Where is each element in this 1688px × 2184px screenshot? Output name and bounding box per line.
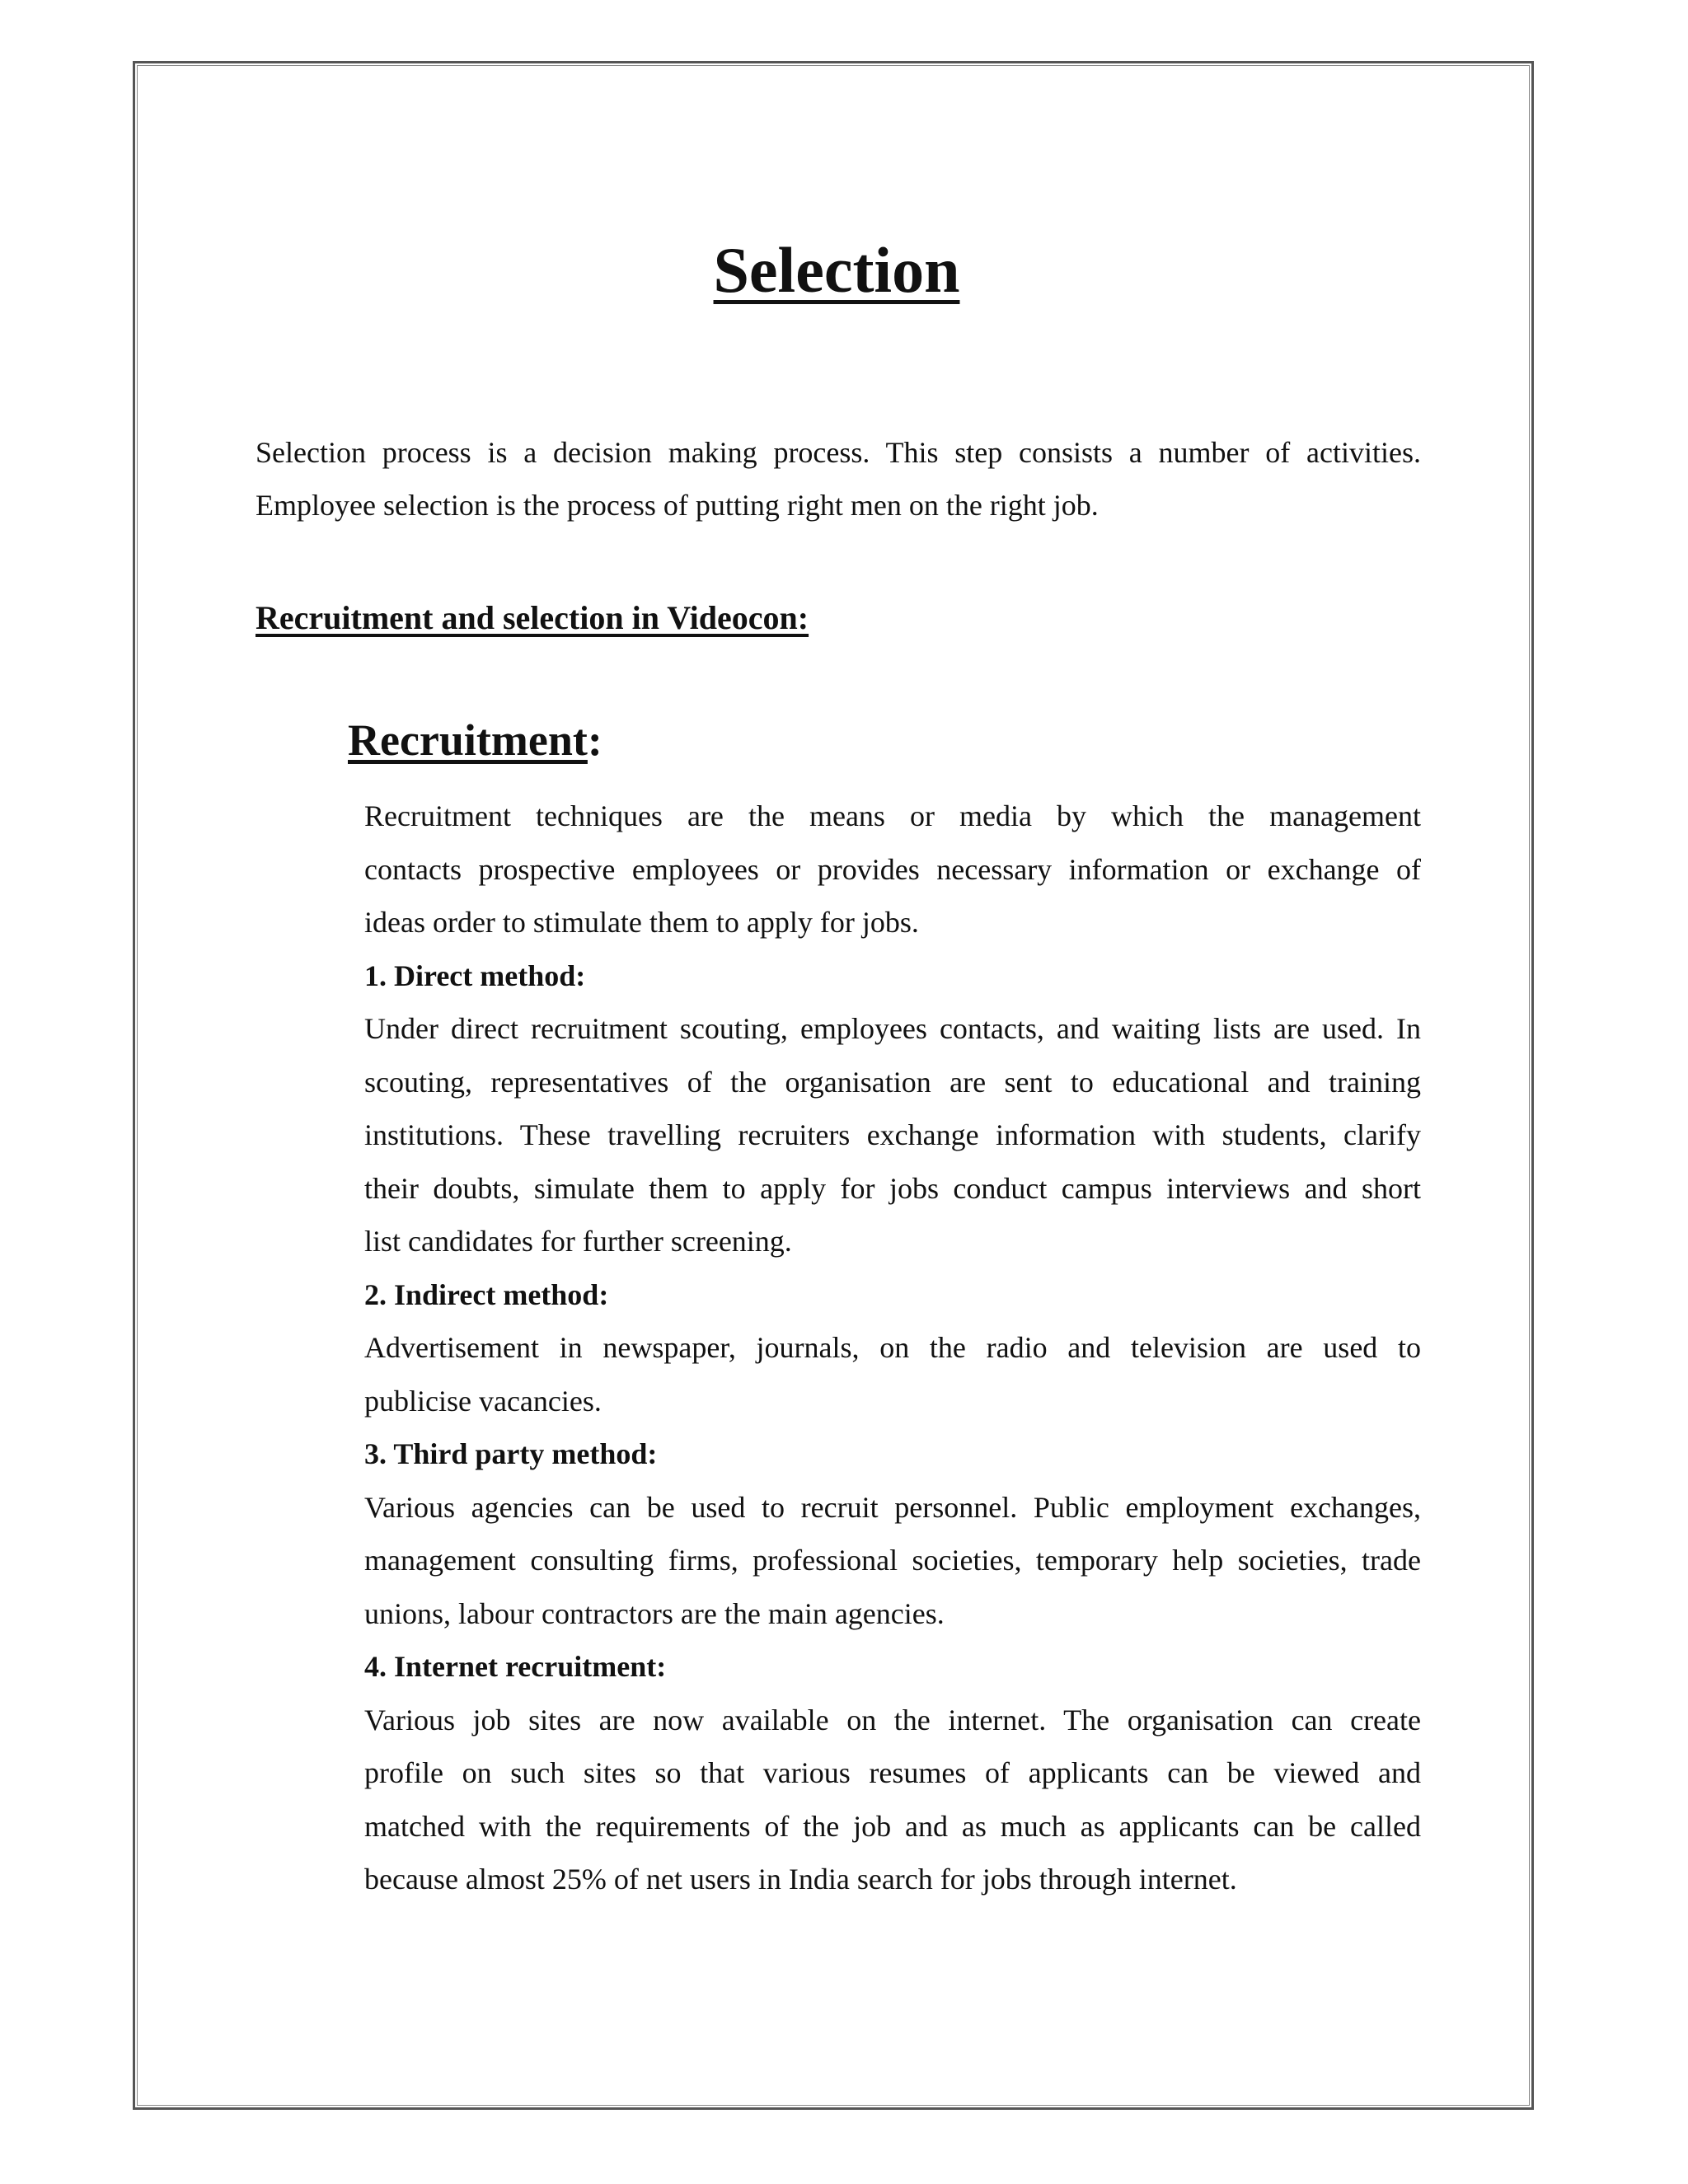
- method-line: management consulting firms, professional societies, temporary help societies, trade: [364, 1544, 1421, 1577]
- page-title: [0, 235, 1673, 306]
- method-heading-internet: 4. Internet recruitment:: [364, 1650, 667, 1683]
- method-line: scouting, representatives of the organisation are sent to educational and training: [364, 1065, 1421, 1099]
- recruitment-heading-text: Recruitment: [348, 715, 588, 765]
- method-line: Under direct recruitment scouting, employees contacts, and waiting lists are used. In: [364, 1012, 1421, 1045]
- recruitment-heading-colon: :: [587, 715, 603, 765]
- method-line: their doubts, simulate them to apply for jobs conduct campus interviews and short: [364, 1171, 1421, 1205]
- method-line: profile on such sites so that various resumes of applicants can be viewed and: [364, 1756, 1421, 1789]
- method-heading-direct: 1. Direct method:: [364, 958, 586, 992]
- method-heading-indirect: 2. Indirect method:: [364, 1277, 609, 1311]
- method-line: unions, labour contractors are the main agencies.: [364, 1596, 945, 1630]
- intro-line: Employee selection is the process of putting right men on the right job.: [256, 489, 1099, 522]
- method-line: Advertisement in newspaper, journals, on the radio and television are used to: [364, 1331, 1421, 1364]
- recruitment-intro-line: Recruitment techniques are the means or media by which the management: [364, 799, 1421, 832]
- method-line: matched with the requirements of the job and as much as applicants can be called: [364, 1809, 1421, 1843]
- method-line: publicise vacancies.: [364, 1384, 602, 1418]
- method-line: Various agencies can be used to recruit personnel. Public employment exchanges,: [364, 1490, 1421, 1524]
- recruitment-intro-line: ideas order to stimulate them to apply for jobs.: [364, 906, 919, 939]
- method-line: institutions. These travelling recruiters exchange information with students, clarify: [364, 1118, 1421, 1151]
- intro-paragraph: [256, 426, 1421, 532]
- method-line: Various job sites are now available on the internet. The organisation can create: [364, 1703, 1421, 1736]
- recruitment-intro-line: contacts prospective employees or provides necessary information or exchange of: [364, 852, 1421, 886]
- page-title-text: Selection: [713, 234, 960, 306]
- section-heading: Recruitment and selection in Videocon:: [256, 599, 809, 636]
- method-line: because almost 25% of net users in India search for jobs through internet.: [364, 1863, 1237, 1896]
- intro-line: Selection process is a decision making process. This step consists a number of activities.: [256, 436, 1421, 469]
- method-line: list candidates for further screening.: [364, 1225, 792, 1258]
- recruitment-content: [364, 790, 1421, 1906]
- recruitment-heading: [348, 714, 603, 767]
- method-heading-third-party: 3. Third party method:: [364, 1437, 658, 1470]
